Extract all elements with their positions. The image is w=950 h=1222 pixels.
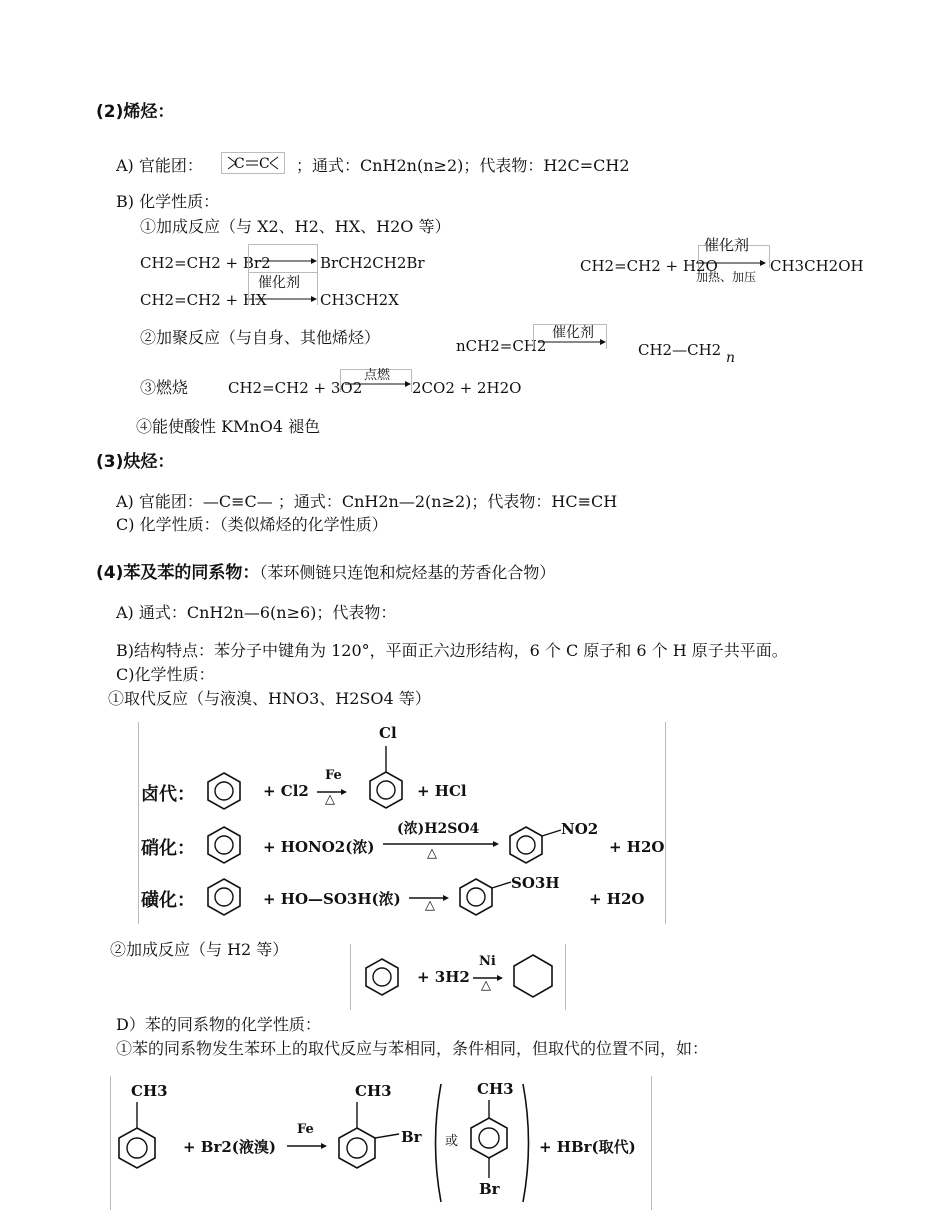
sulfonation-reagent: + HO—SO3H(浓)	[263, 890, 401, 908]
sulfonation-heat: △	[425, 898, 435, 913]
poly-n-subscript: n	[726, 350, 736, 366]
halogenation-label: 卤代：	[141, 784, 195, 805]
alkyne-a-line: A) 官能团：—C≡C— ；通式：CnH2n—2(n≥2)；代表物：HC≡CH	[116, 492, 618, 511]
nitration-label: 硝化：	[141, 838, 195, 859]
chloro-substituent: Cl	[379, 724, 397, 742]
halogenation-reagent: + Cl2	[263, 782, 309, 800]
eq3-condition-top: 催化剂	[704, 236, 750, 254]
homolog-d-line: D）苯的同系物的化学性质：	[116, 1015, 321, 1034]
benzene-heading-text: (4)苯及苯的同系物：	[96, 563, 260, 583]
alkyne-c-line: C) 化学性质：（类似烯烃的化学性质）	[116, 515, 388, 534]
benzene-heading-note: （苯环侧链只连饱和烷烃基的芳香化合物）	[259, 563, 556, 582]
hydrogenation-heat: △	[481, 978, 491, 993]
right-parenthesis	[521, 1082, 535, 1204]
hydrogenation-catalyst: Ni	[479, 954, 496, 969]
nitration-arrow	[383, 840, 499, 848]
poly-condition: 催化剂	[552, 325, 594, 341]
ortho-bromo-label: Br	[401, 1128, 422, 1146]
nitro-substituent: NO2	[561, 820, 599, 838]
bromination-product: + HBr(取代)	[539, 1138, 636, 1156]
burn-products: 2CO2 + 2H2O	[412, 379, 522, 397]
ortho-bromotoluene-icon	[337, 1100, 407, 1176]
toluene-bromination-figure	[110, 1076, 652, 1210]
halogenation-product: + HCl	[417, 782, 467, 800]
eq3-product: CH3CH2OH	[770, 257, 864, 275]
para-bromo-label: Br	[479, 1180, 500, 1198]
or-word: 或	[445, 1134, 459, 1149]
svg-text:C: C	[259, 156, 270, 172]
hydrogenation-figure	[350, 944, 566, 1010]
alkene-a-label: A) 官能团：	[116, 156, 203, 175]
section-heading-alkene: (2)烯烃：	[96, 102, 175, 122]
combustion-title: ③燃烧	[140, 378, 189, 397]
eq3-condition-bottom: 加热、加压	[696, 270, 757, 284]
toluene-icon	[117, 1100, 157, 1176]
nitration-catalyst: (浓)H2SO4	[397, 821, 480, 837]
sulfonation-product: + H2O	[589, 890, 645, 908]
benzene-addition-title: ②加成反应（与 H2 等）	[110, 940, 289, 959]
toluene-methyl-label: CH3	[131, 1082, 168, 1100]
burn-reactants: CH2=CH2 + 3O2	[228, 379, 363, 397]
kmno4-line: ④能使酸性 KMnO4 褪色	[136, 417, 321, 436]
sulfo-substituent: SO3H	[511, 874, 560, 892]
benzenesulfonic-acid-icon	[459, 878, 519, 916]
para-methyl-label: CH3	[477, 1080, 514, 1098]
eq3-reactants: CH2=CH2 + H2O	[580, 257, 718, 275]
poly-product: CH2—CH2	[638, 341, 722, 359]
section-heading-alkyne: (3)炔烃：	[96, 452, 175, 472]
cyclohexane-icon	[513, 954, 553, 998]
nitration-reagent: + HONO2(浓)	[263, 838, 375, 856]
sulfonation-label: 磺化：	[141, 890, 195, 911]
benzene-ring-icon	[365, 958, 399, 996]
substitution-title: ①取代反应（与液溴、HNO3、H2SO4 等）	[108, 689, 431, 708]
chlorobenzene-icon	[369, 746, 403, 810]
nitration-heat: △	[427, 846, 437, 861]
benzene-c-line: C)化学性质：	[116, 665, 215, 684]
halogenation-heat: △	[325, 792, 335, 807]
eq2-product: CH3CH2X	[320, 291, 399, 309]
eq2-reactants: CH2=CH2 + HX	[140, 291, 267, 309]
bromination-catalyst: Fe	[297, 1122, 314, 1137]
bromination-reagent: + Br2(液溴)	[183, 1138, 277, 1156]
eq1-arrow-frame	[248, 244, 318, 273]
ortho-methyl-label: CH3	[355, 1082, 392, 1100]
bromination-arrow	[287, 1142, 327, 1150]
benzene-ring-icon	[207, 826, 241, 864]
eq1-reactants: CH2=CH2 + Br2	[140, 254, 271, 272]
benzene-b-line: B)结构特点：苯分子中键角为 120°，平面正六边形结构，6 个 C 原子和 6 个 H 原子共平面。	[116, 641, 788, 660]
polymerization-title: ②加聚反应（与自身、其他烯烃）	[140, 328, 381, 347]
benzene-ring-icon	[207, 878, 241, 916]
eq1-product: BrCH2CH2Br	[320, 254, 425, 272]
benzene-ring-icon	[207, 772, 241, 810]
hydrogenation-reagent: + 3H2	[417, 968, 470, 986]
benzene-a-line: A) 通式：CnH2n—6(n≥6)；代表物：	[116, 603, 397, 622]
svg-text:C: C	[234, 156, 245, 172]
section-heading-benzene	[96, 563, 555, 583]
alkene-b-label: B) 化学性质：	[116, 192, 220, 211]
nitration-product: + H2O	[609, 838, 665, 856]
double-bond-group-image	[221, 152, 285, 174]
eq2-condition: 催化剂	[258, 275, 300, 291]
halogenation-catalyst: Fe	[325, 768, 342, 783]
left-parenthesis	[429, 1082, 443, 1204]
burn-condition: 点燃	[364, 368, 391, 383]
homolog-d1-line: ①苯的同系物发生苯环上的取代反应与苯相同，条件相同，但取代的位置不同，如：	[116, 1039, 709, 1058]
addition-reaction-title: ①加成反应（与 X2、H2、HX、H2O 等）	[140, 217, 451, 236]
nitrobenzene-icon	[509, 826, 569, 864]
substitution-figure	[138, 722, 666, 924]
alkene-formula-line: ；通式：CnH2n(n≥2)；代表物：H2C=CH2	[296, 156, 630, 175]
poly-reactant: nCH2=CH2	[456, 337, 547, 355]
